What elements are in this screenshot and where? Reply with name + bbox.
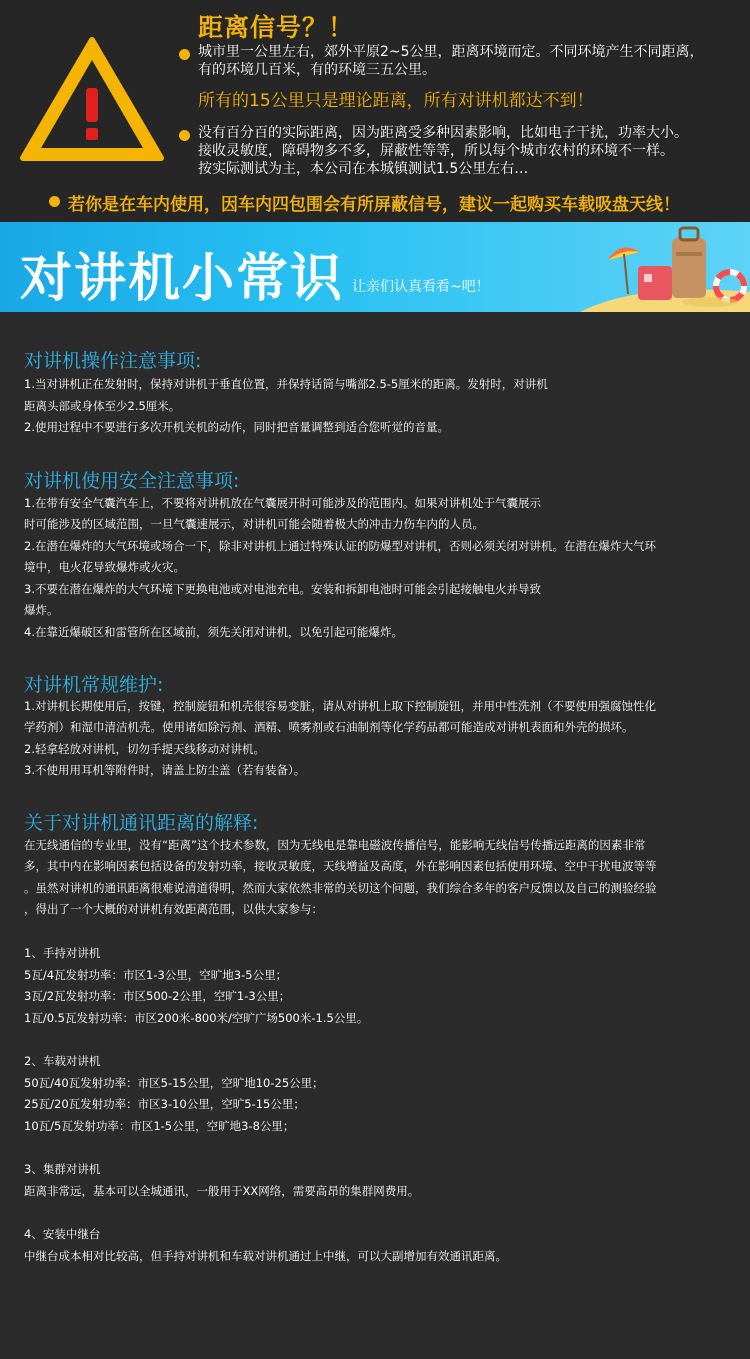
vehicle-line: 25瓦/20瓦发射功率：市区3-10公里，空旷5-15公里；: [24, 1097, 305, 1111]
maintenance-line: 学药剂）和湿巾清洁机壳。使用诸如除污剂、酒精、喷雾剂或石油制剂等化学药品都可能造成对讲机表面和外壳的损坏。: [24, 720, 634, 734]
signal-paragraph-2-line-2: 接收灵敏度，障碍物多不多，屏蔽性等等，所以每个城市农村的环境不一样。: [198, 143, 674, 159]
banner-title: 对讲机小常识: [20, 249, 345, 309]
operation-line: 1.当对讲机正在发射时，保持对讲机于垂直位置，并保持话筒与嘴部2.5-5厘米的距离。发射时，对讲机: [24, 377, 548, 391]
repeater-heading: 4、安装中继台: [24, 1227, 101, 1241]
maintenance-line: 2.轻拿轻放对讲机，切勿手提天线移动对讲机。: [24, 742, 265, 756]
maintenance-line: 1.对讲机长期使用后，按键，控制旋钮和机壳很容易变脏，请从对讲机上取下控制旋钮，并用中性洗剂（不要使用强腐蚀性化: [24, 699, 656, 713]
vehicle-line: 50瓦/40瓦发射功率：市区5-15公里，空旷地10-25公里；: [24, 1076, 324, 1090]
distance-intro-line: 。虽然对讲机的通讯距离很难说清道得明，然而大家依然非常的关切这个问题，我们综合多年的客户反馈以及自己的测验经验: [24, 881, 657, 895]
bullet-dot-icon: [49, 196, 60, 207]
safety-line: 爆炸。: [24, 603, 59, 617]
tips-content: [0, 312, 750, 1359]
distance-intro-line: ，得出了一个大概的对讲机有效距离范围，以供大家参与：: [24, 902, 323, 916]
bullet-dot-icon: [179, 49, 190, 60]
distance-intro-line: 多，其中内在影响因素包括设备的发射功率，接收灵敏度，天线增益及高度，外在影响因素包括使用环境、空中干扰电波等等: [24, 859, 657, 873]
safety-line: 2.在潜在爆炸的大气环境或场合一下，除非对讲机上通过特殊认证的防爆型对讲机，否则必须关闭对讲机。在潜在爆炸大气环: [24, 539, 656, 553]
trunking-heading: 3、集群对讲机: [24, 1162, 101, 1176]
distance-intro-line: 在无线通信的专业里，没有“距离”这个技术参数，因为无线电是靠电磁波传播信号，能影响无线信号传播远距离的因素非常: [24, 838, 646, 852]
signal-warning-panel: [0, 0, 750, 222]
safety-line: 时可能涉及的区域范围，一旦气囊速展示，对讲机可能会随着极大的冲击力伤车内的人员。: [24, 517, 484, 531]
vehicle-heading: 2、车载对讲机: [24, 1054, 101, 1068]
beach-luggage-illustration: [580, 222, 750, 312]
warning-triangle-icon: [20, 36, 165, 162]
vehicle-line: 10瓦/5瓦发射功率：市区1-5公里，空旷地3-8公里；: [24, 1119, 295, 1133]
operation-section-title: 对讲机操作注意事项:: [24, 350, 202, 372]
distance-section-title: 关于对讲机通讯距离的解释:: [24, 812, 259, 834]
safety-line: 3.不要在潜在爆炸的大气环境下更换电池或对电池充电。安装和拆卸电池时可能会引起接触电火并导致: [24, 582, 541, 596]
maintenance-section-title: 对讲机常规维护:: [24, 674, 164, 696]
repeater-line: 中继台成本相对比较高，但手持对讲机和车载对讲机通过上中继，可以大副增加有效通讯距离。: [24, 1249, 507, 1263]
trunking-line: 距离非常远，基本可以全城通讯，一般用于XX网络，需要高昂的集群网费用。: [24, 1184, 420, 1198]
safety-line: 4.在靠近爆破区和雷管所在区域前，须先关闭对讲机，以免引起可能爆炸。: [24, 625, 403, 639]
signal-paragraph-1-line-2: 有的环境几百米，有的环境三五公里。: [198, 62, 436, 78]
banner-subtitle: 让亲们认真看看~吧！: [352, 279, 490, 295]
signal-title: 距离信号？！: [198, 13, 355, 42]
operation-line: 距离头部或身体至少2.5厘米。: [24, 399, 181, 413]
theoretical-distance-note: 所有的15公里只是理论距离，所有对讲机都达不到！: [198, 91, 594, 111]
tips-banner: [0, 222, 750, 312]
handheld-heading: 1、手持对讲机: [24, 946, 101, 960]
signal-paragraph-1-line-1: 城市里一公里左右，郊外平原2~5公里，距离环境而定。不同环境产生不同距离，: [198, 44, 704, 60]
safety-section-title: 对讲机使用安全注意事项:: [24, 470, 240, 492]
safety-line: 境中，电火花导致爆炸或火灾。: [24, 560, 185, 574]
operation-line: 2.使用过程中不要进行多次开机关机的动作，同时把音量调整到适合您听觉的音量。: [24, 420, 449, 434]
safety-line: 1.在带有安全气囊汽车上，不要将对讲机放在气囊展开时可能涉及的范围内。如果对讲机处于气囊展示: [24, 496, 541, 510]
maintenance-line: 3.不使用用耳机等附件时，请盖上防尘盖（若有装备）。: [24, 763, 306, 777]
handheld-line: 5瓦/4瓦发射功率：市区1-3公里，空旷地3-5公里；: [24, 968, 288, 982]
car-antenna-note: 若你是在车内使用，因车内四包围会有所屏蔽信号，建议一起购买车载吸盘天线！: [68, 195, 680, 215]
handheld-line: 1瓦/0.5瓦发射功率：市区200米-800米/空旷广场500米-1.5公里。: [24, 1011, 369, 1025]
signal-paragraph-2-line-1: 没有百分百的实际距离，因为距离受多种因素影响，比如电子干扰，功率大小。: [198, 125, 688, 141]
handheld-line: 3瓦/2瓦发射功率：市区500-2公里，空旷1-3公里；: [24, 989, 291, 1003]
bullet-dot-icon: [179, 130, 190, 141]
signal-paragraph-2-line-3: 按实际测试为主，本公司在本城镇测试1.5公里左右…: [198, 161, 529, 177]
